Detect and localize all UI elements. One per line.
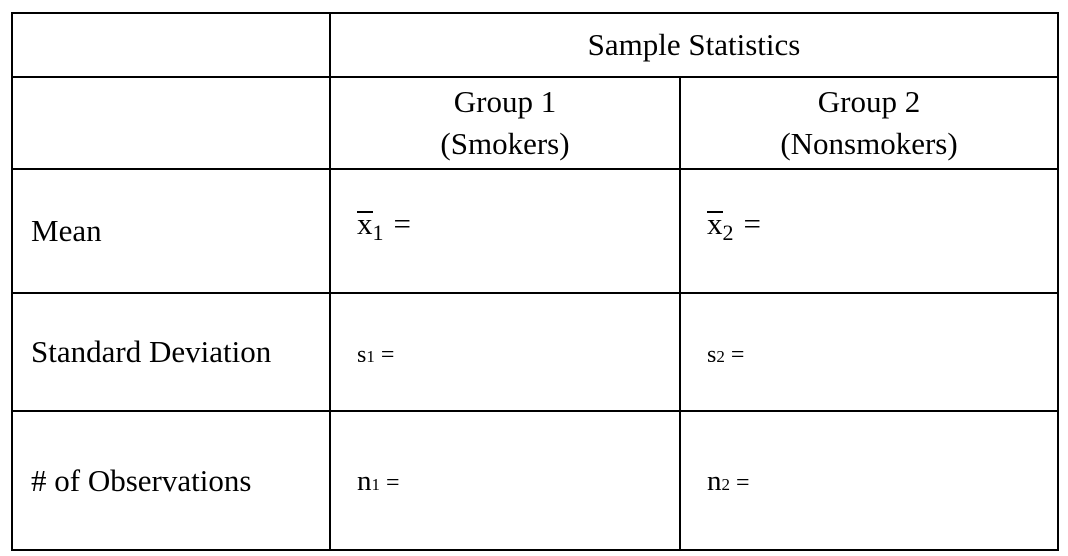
std-dev-group1-subscript: 1 [366,347,375,367]
group1-desc: (Smokers) [440,126,570,161]
sample-statistics-title: Sample Statistics [587,27,801,63]
std-dev-group1-cell [330,293,680,411]
observations-group1-symbol: n [357,465,372,498]
mean-group2-subscript: 2 [722,219,734,245]
mean-group1-symbol: x [357,205,373,241]
mean-group1-subscript: 1 [372,219,384,245]
observations-group1-subscript: 1 [371,475,380,495]
observations-group1-cell [330,411,680,550]
header-row-groups [12,77,1058,169]
std-dev-group2-subscript: 2 [716,347,725,367]
observations-group1-equals: = [386,470,400,497]
std-dev-group2-symbol: s [707,342,717,369]
group2-name: Group 2 [817,84,921,120]
mean-group1-equals: = [393,205,411,241]
corner-cell-top [12,13,330,77]
group1-header [330,77,680,169]
std-dev-group1-symbol: s [357,342,367,369]
std-dev-group2-cell [680,293,1058,411]
std-dev-group1-equals: = [380,342,395,369]
mean-group2-cell [680,169,1058,293]
row-label-std-dev: Standard Deviation [12,293,330,411]
mean-group2-equals: = [743,205,761,241]
group2-header [680,77,1058,169]
observations-group2-cell [680,411,1058,550]
table-row-observations [12,411,1058,550]
observations-group2-subscript: 2 [721,475,730,495]
mean-group2-symbol: x [707,205,723,241]
group2-desc: (Nonsmokers) [780,126,958,161]
row-label-observations: # of Observations [12,411,330,550]
sample-statistics-header [330,13,1058,77]
group1-name: Group 1 [453,84,557,120]
header-row-title [12,13,1058,77]
row-label-mean: Mean [12,169,330,293]
table-row-std-dev [12,293,1058,411]
std-dev-group2-equals: = [730,342,745,369]
mean-group1-cell [330,169,680,293]
sample-statistics-table [11,12,1059,551]
table-row-mean [12,169,1058,293]
observations-group2-equals: = [736,470,750,497]
corner-cell-bottom [12,77,330,169]
observations-group2-symbol: n [707,465,722,498]
